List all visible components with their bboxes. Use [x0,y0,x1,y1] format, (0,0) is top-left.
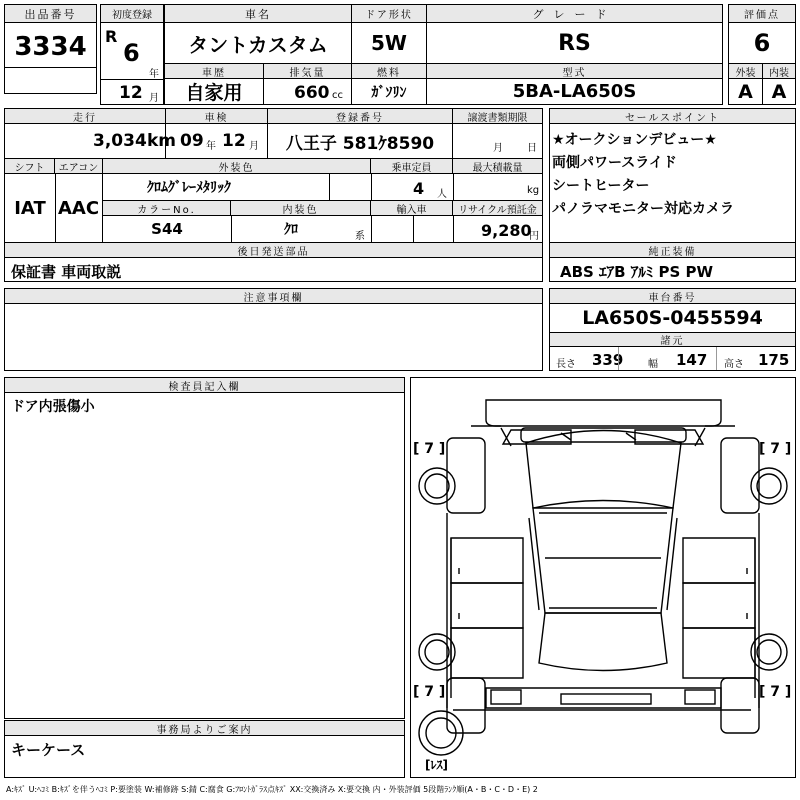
notes-box [4,288,543,371]
later-parts-value: 保証書 車両取説 [11,263,122,281]
registration-label: 登録番号 [268,109,452,124]
width-value: 147 [676,351,708,369]
first-reg-month-unit: 月 [149,93,159,104]
first-reg-era: R [105,27,118,46]
first-reg-label: 初度登録 [101,5,163,23]
recycle-label: リサイクル預託金 [453,201,542,216]
car-diagram [411,378,795,777]
int-color-label: 内装色 [231,201,371,216]
capacity-unit: 人 [437,189,447,200]
inspection-year: 09 [180,131,204,151]
tire-rear-left-score: [ 7 ] [413,684,446,700]
sales-point-line: ★オークションデビュー★ [552,132,717,148]
sales-points-label: セールスポイント [550,109,795,124]
first-reg-year: 6 [123,39,140,67]
inspection-month-unit: 月 [249,141,259,152]
lot-number: 3334 [14,32,87,62]
legend: A:ｷｽﾞ U:ﾍｺﾐ B:ｷｽﾞを伴うﾍｺﾐ P:要塗装 W:補修跡 S:錆 C:腐食 G:ﾌﾛﾝﾄｶﾞﾗｽ点ｷｽﾞ XX:交換済み X:要交換 内・外装評価 5段階ﾗﾝｸ順(A・B・C・D・E) 2 [6,785,538,794]
ac-value: AAC [57,197,100,219]
lot-label: 出品番号 [5,5,96,23]
later-parts-label: 後日発送部品 [5,243,542,258]
ext-color-label: 外装色 [103,159,371,174]
capacity-value: 4 [413,179,425,198]
office-note: キーケース [11,741,86,759]
registration-box [267,108,453,159]
shift-label: シフト [5,159,55,174]
inspection-month: 12 [222,131,246,151]
score-value: 6 [753,29,771,57]
inspector-label: 検査員記入欄 [5,378,404,393]
colors-box [102,158,543,243]
import-label: 輸入車 [371,201,453,216]
door-label: ドア形状 [352,5,426,23]
shift-ac-box [4,158,103,243]
mileage-value: 3,034 [93,131,147,151]
model-label: 型式 [427,64,722,79]
transfer-month-unit: 月 [493,143,503,154]
length-label: 長さ [556,359,576,370]
int-color-value: ｸﾛ [284,222,298,238]
lot-box [4,4,97,94]
displacement-value: 660 [294,83,330,103]
inspector-note: ドア内張傷小 [11,399,95,415]
car-name-value: タントカスタム [188,32,328,57]
interior-grade-box [762,63,796,105]
grade-value: RS [558,30,591,56]
registration-value: 八王子 581ｹ8590 [285,133,435,154]
chassis-label: 車台番号 [550,289,795,304]
score-label: 評価点 [729,5,795,23]
displacement-unit: cc [332,90,343,101]
height-label: 高さ [724,359,744,370]
displacement-label: 排気量 [264,64,351,79]
interior-grade-value: A [771,80,787,103]
color-no-value: S44 [151,220,183,238]
car-name-box [164,4,352,64]
ext-color-value: ｸﾛﾑｸﾞﾚｰﾒﾀﾘｯｸ [147,180,231,196]
inspection-label: 車検 [166,109,267,124]
fuel-value: ｶﾞｿﾘﾝ [371,84,407,101]
notes-label: 注意事項欄 [5,289,542,304]
model-box [426,63,723,105]
grade-label: グレード [427,5,722,23]
exterior-grade-value: A [738,80,753,103]
score-box [728,4,796,64]
spare-tire-note: [ﾚｽ] [425,758,448,772]
recycle-unit: 円 [529,231,539,242]
ac-label: エアコン [55,159,102,174]
exterior-grade-box [728,63,763,105]
tire-front-left-score: [ 7 ] [413,441,446,457]
exterior-grade-label: 外装 [729,64,762,79]
equipment-value: ABS ｴｱB ｱﾙﾐ PS PW [560,263,714,281]
inspection-box [165,108,268,159]
chassis-value: LA650S-0455594 [582,307,763,329]
shift-value: IAT [14,197,46,219]
grade-box [426,4,723,64]
office-label: 事務局よりご案内 [5,721,404,736]
sales-point-line: シートヒーター [552,178,650,194]
damage-diagram-box [410,377,796,778]
model-value: 5BA-LA650S [512,81,637,102]
car-name-label: 車名 [165,5,351,23]
sales-point-line: 両側パワースライド [552,155,677,171]
office-box [4,720,405,778]
later-parts-box [4,242,543,282]
first-registration-box [100,4,164,105]
equipment-box [549,242,796,282]
fuel-box [351,63,427,105]
history-label: 車歴 [165,64,263,79]
length-value: 339 [592,351,624,369]
max-load-label: 最大積載量 [453,159,542,174]
interior-grade-label: 内装 [763,64,795,79]
mileage-box [4,108,177,159]
chassis-box [549,288,796,371]
max-load-unit: kg [527,185,540,196]
inspection-year-unit: 年 [206,141,216,152]
dims-label: 諸元 [550,332,795,347]
transfer-label: 譲渡書類期限 [453,109,542,124]
width-label: 幅 [648,359,658,370]
first-reg-month: 12 [119,83,143,103]
equipment-label: 純正装備 [550,243,795,258]
sales-point-line: パノラマモニター対応カメラ [552,201,734,217]
recycle-value: 9,280 [481,221,532,240]
mileage-label: 走行 [5,109,165,124]
door-value: 5W [371,31,407,55]
tire-front-right-score: [ 7 ] [759,441,792,457]
height-value: 175 [758,351,790,369]
sales-points-box [549,108,796,243]
first-reg-year-unit: 年 [149,69,159,80]
inspector-box [4,377,405,719]
displacement-box [263,63,352,105]
color-no-label: カラーNo. [103,201,231,216]
history-value: 自家用 [185,82,243,104]
tire-rear-right-score: [ 7 ] [759,684,792,700]
fuel-label: 燃料 [352,64,426,79]
int-color-unit: 系 [355,231,365,242]
transfer-box [452,108,543,159]
transfer-day-unit: 日 [527,143,537,154]
history-box [164,63,264,105]
mileage-unit: km [147,131,177,151]
capacity-label: 乗車定員 [371,159,453,174]
door-box [351,4,427,64]
